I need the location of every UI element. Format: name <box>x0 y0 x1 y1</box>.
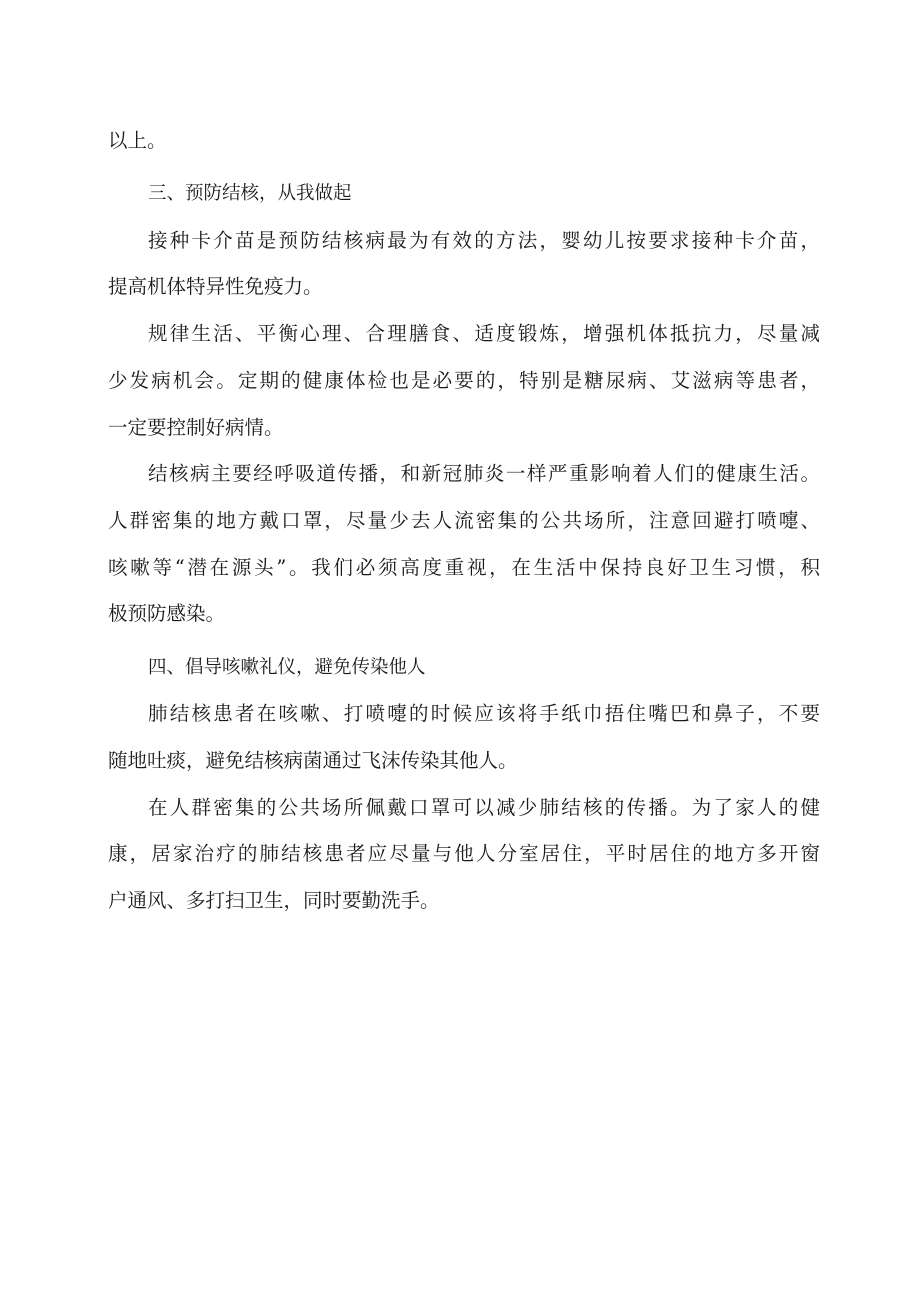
paragraph-line: 规律生活、平衡心理、合理膳食、适度锻炼，增强机体抵抗力，尽量减 <box>148 322 820 345</box>
paragraph-line: 结核病主要经呼吸道传播，和新冠肺炎一样严重影响着人们的健康生活。 <box>148 462 820 485</box>
section-heading-3: 三、预防结核，从我做起 <box>148 183 352 204</box>
paragraph-line: 提高机体特异性免疫力。 <box>108 275 323 298</box>
paragraph-line: 康，居家治疗的肺结核患者应尽量与他人分室居住，平时居住的地方多开窗 <box>108 842 820 865</box>
paragraph-line: 户通风、多打扫卫生，同时要勤洗手。 <box>108 889 440 912</box>
paragraph-line: 接种卡介苗是预防结核病最为有效的方法，婴幼儿按要求接种卡介苗， <box>148 229 820 252</box>
paragraph-line: 一定要控制好病情。 <box>108 416 284 439</box>
paragraph-line: 极预防感染。 <box>108 602 226 625</box>
paragraph-line: 少发病机会。定期的健康体检也是必要的，特别是糖尿病、艾滋病等患者， <box>108 369 820 392</box>
paragraph-line: 随地吐痰，避免结核病菌通过飞沫传染其他人。 <box>108 749 518 772</box>
paragraph-line: 肺结核患者在咳嗽、打喷嚏的时候应该将手纸巾捂住嘴巴和鼻子，不要 <box>148 702 820 725</box>
paragraph-line: 咳嗽等“潜在源头”。我们必须高度重视，在生活中保持良好卫生习惯，积 <box>108 556 820 579</box>
continuation-text: 以上。 <box>108 129 167 152</box>
paragraph-line: 在人群密集的公共场所佩戴口罩可以减少肺结核的传播。为了家人的健 <box>148 796 820 819</box>
paragraph-line: 人群密集的地方戴口罩，尽量少去人流密集的公共场所，注意回避打喷嚏、 <box>108 509 820 532</box>
section-heading-4: 四、倡导咳嗽礼仪，避免传染他人 <box>148 657 426 678</box>
